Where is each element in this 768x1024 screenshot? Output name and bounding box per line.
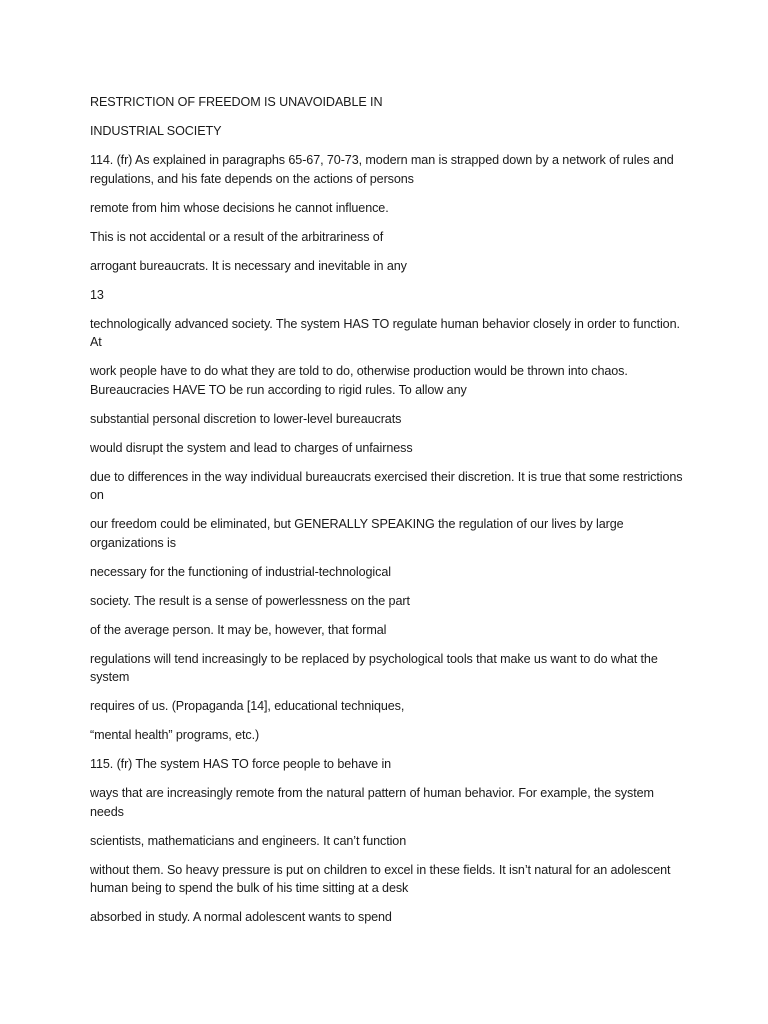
paragraph: This is not accidental or a result of the arbitrariness of [90,229,384,244]
paragraph: “mental health” programs, etc.) [90,728,260,742]
paragraph: substantial personal discretion to lower-level bureaucrats [90,411,402,426]
paragraph: arrogant bureaucrats. It is necessary and inevitable in any [90,258,407,273]
paragraph: necessary for the functioning of industrial-technological [90,564,391,579]
paragraph: due to differences in the way individual bureaucrats exercised their discretion. It is true that some restrictions on [90,469,683,502]
paragraph: absorbed in study. A normal adolescent wants to spend [90,910,392,924]
paragraph: technologically advanced society. The system HAS TO regulate human behavior closely in order to function. At [90,316,680,349]
document-body [90,93,690,937]
paragraph: scientists, mathematicians and engineers. It can’t function [90,833,407,848]
section-heading-line-1: RESTRICTION OF FREEDOM IS UNAVOIDABLE IN [90,95,383,109]
paragraph: 114. (fr) As explained in paragraphs 65-67, 70-73, modern man is strapped down by a network of rules and regulations, and his fate depends on the actions of persons [90,153,674,186]
section-heading-line-2: INDUSTRIAL SOCIETY [90,124,222,138]
paragraph: without them. So heavy pressure is put on children to excel in these fields. It isn’t natural for an adolescent human being to spend the bulk of his time sitting at a desk [90,862,671,895]
paragraph: requires of us. (Propaganda [14], educational techniques, [90,699,405,713]
paragraph: work people have to do what they are told to do, otherwise production would be thrown into chaos. Bureaucracies HAVE TO be run according to rigid rules. To allow any [90,364,628,397]
paragraph: our freedom could be eliminated, but GENERALLY SPEAKING the regulation of our lives by large organizations is [90,517,624,550]
paragraph: 115. (fr) The system HAS TO force people to behave in [90,757,392,771]
paragraph: ways that are increasingly remote from the natural pattern of human behavior. For example, the system needs [90,786,654,819]
page-number: 13 [90,287,104,302]
paragraph: society. The result is a sense of powerlessness on the part [90,593,410,608]
paragraph: would disrupt the system and lead to charges of unfairness [90,440,413,455]
paragraph: remote from him whose decisions he cannot influence. [90,200,389,215]
paragraph: regulations will tend increasingly to be replaced by psychological tools that make us want to do what the system [90,651,658,684]
paragraph: of the average person. It may be, however, that formal [90,622,387,637]
